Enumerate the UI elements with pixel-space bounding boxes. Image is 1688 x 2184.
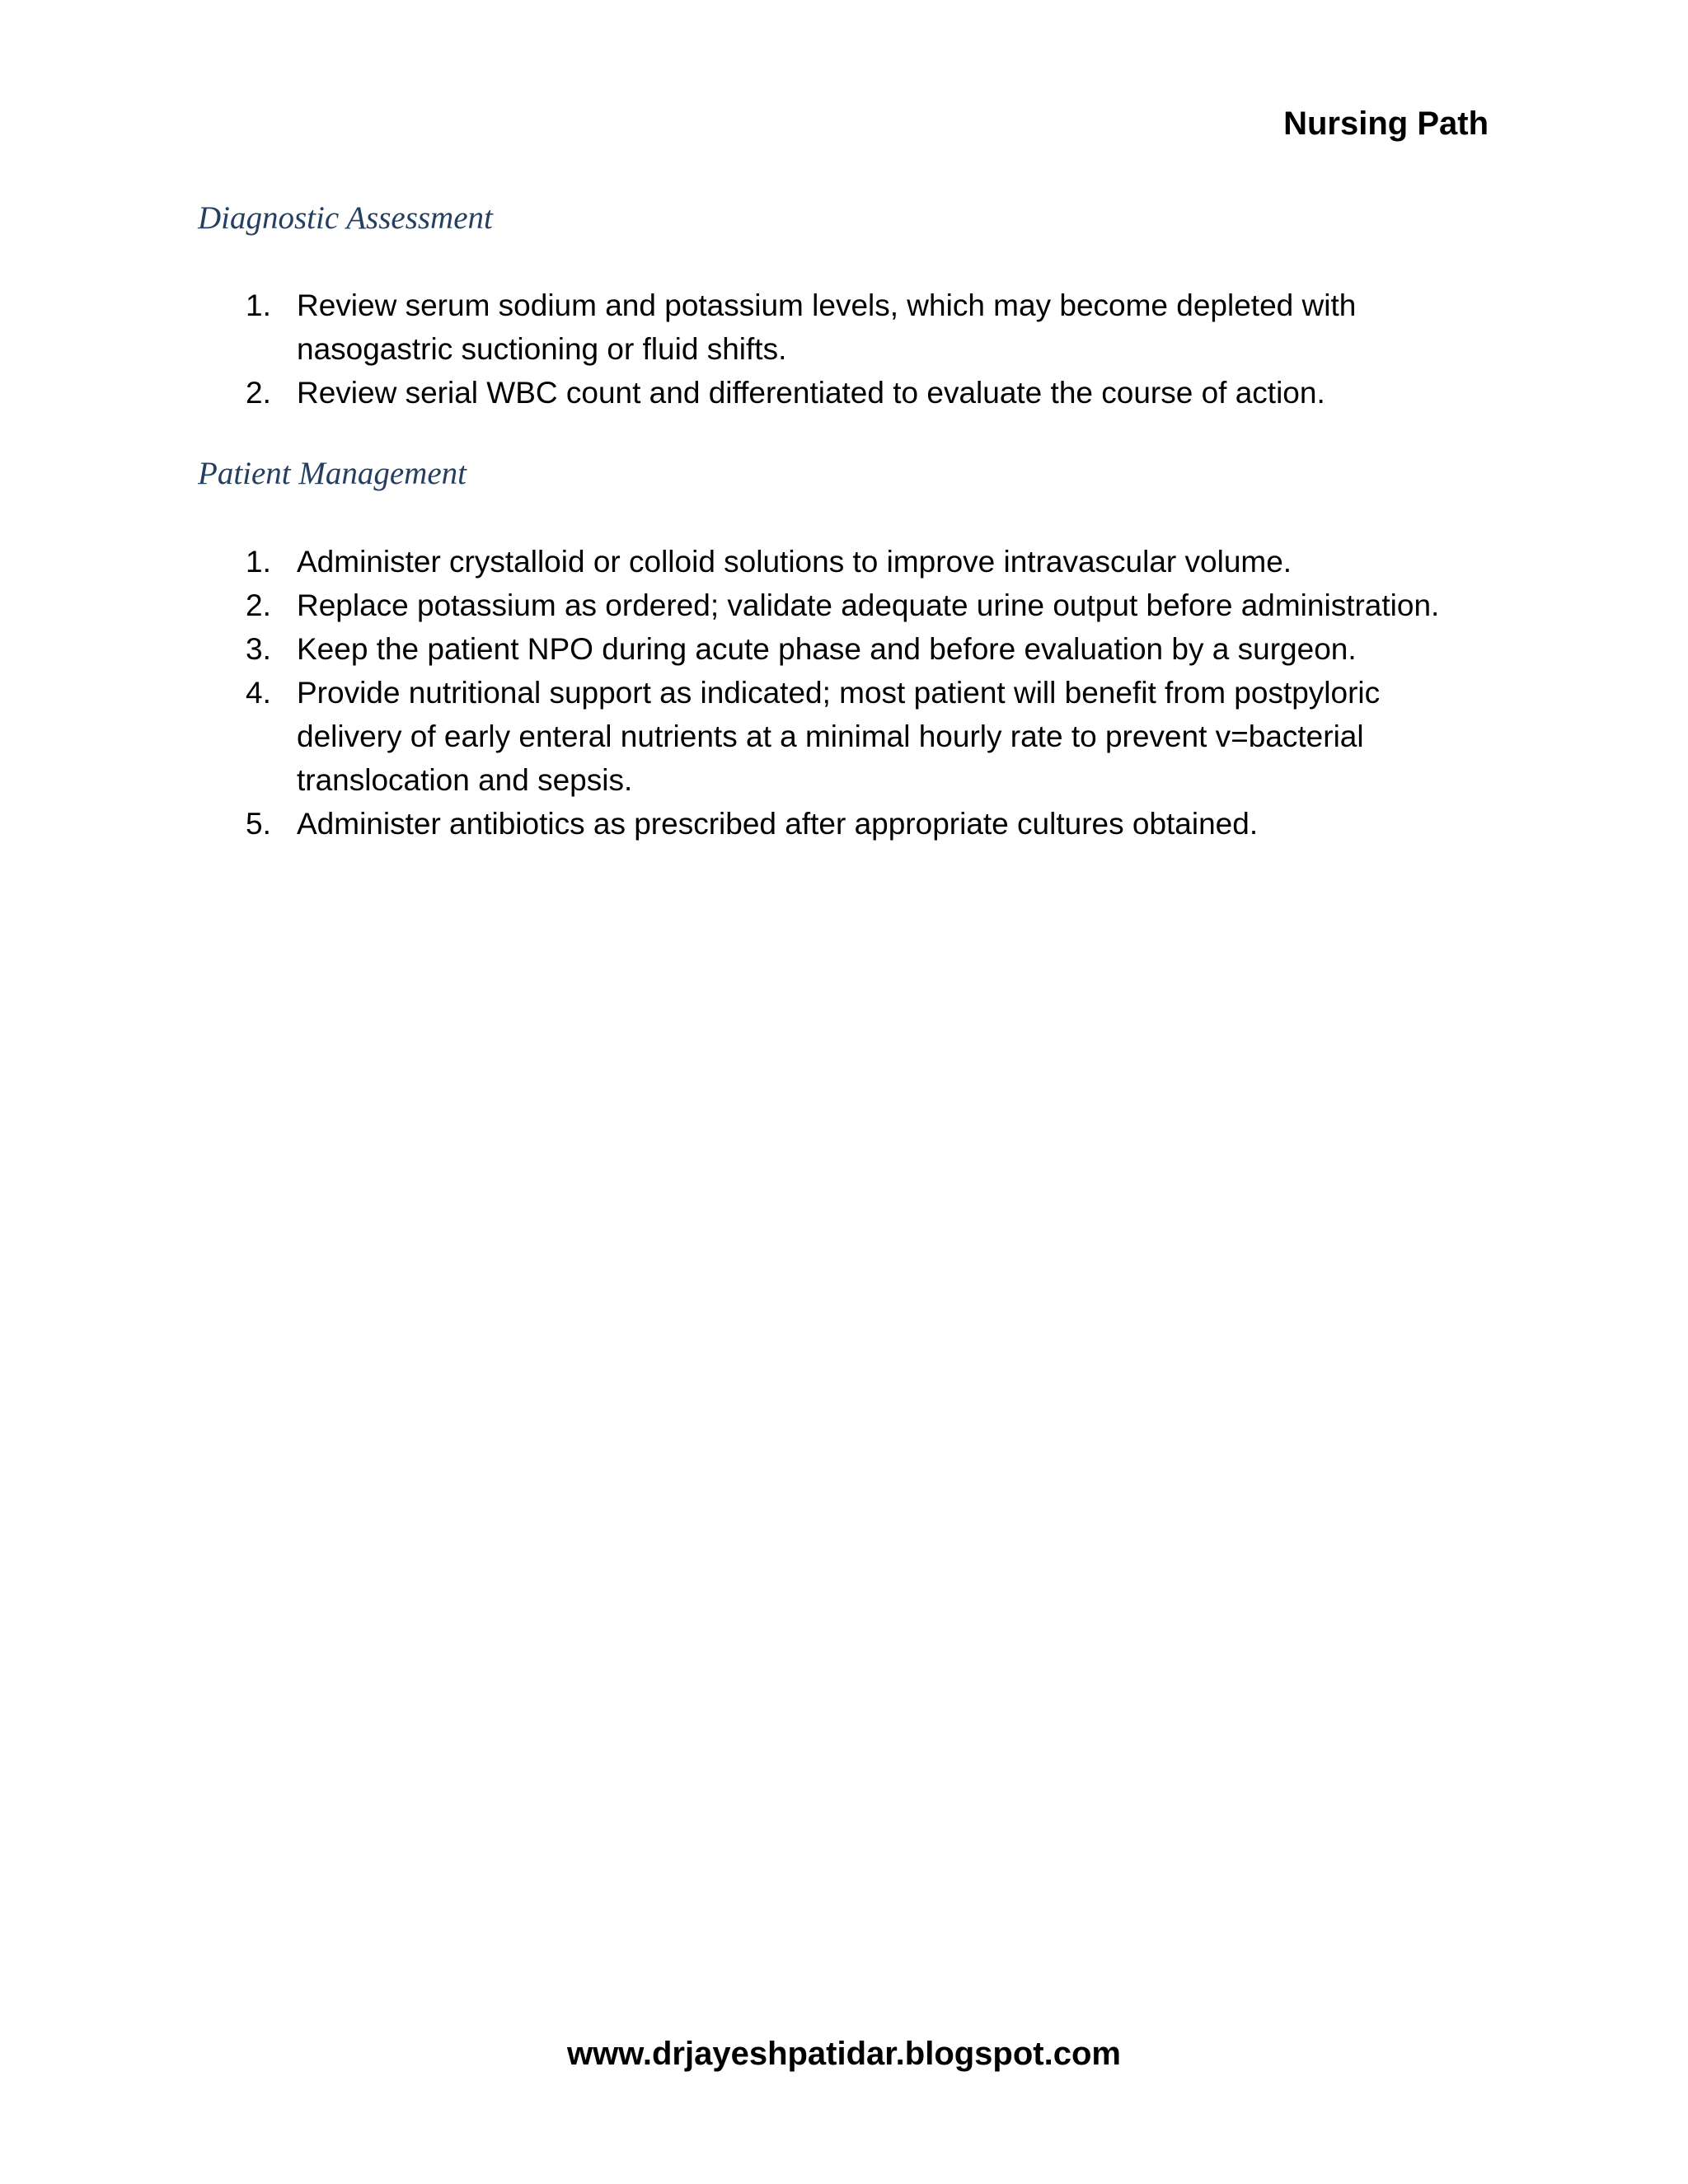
list-item	[0, 540, 1688, 583]
list-item-number: 4.	[246, 676, 271, 710]
list-item-number: 3.	[246, 632, 271, 666]
diagnostic-assessment-list	[0, 284, 1688, 415]
header-title: Nursing Path	[1283, 105, 1489, 142]
list-item-text: Keep the patient NPO during acute phase and before evaluation by a surgeon.	[297, 632, 1357, 666]
patient-management-list	[0, 540, 1688, 846]
footer-url: www.drjayeshpatidar.blogspot.com	[567, 2036, 1121, 2072]
list-item-text: Administer crystalloid or colloid solutions to improve intravascular volume.	[297, 545, 1292, 579]
list-item-number: 1.	[246, 288, 271, 322]
list-item	[0, 671, 1688, 802]
list-item	[0, 802, 1688, 846]
list-item-text: Review serial WBC count and differentiated to evaluate the course of action.	[297, 376, 1325, 410]
list-item	[0, 371, 1688, 415]
list-item-text: Administer antibiotics as prescribed after appropriate cultures obtained.	[297, 807, 1259, 841]
patient-management-heading: Patient Management	[198, 456, 467, 491]
list-item-number: 1.	[246, 545, 271, 579]
list-item	[0, 583, 1688, 627]
list-item-text: Provide nutritional support as indicated; most patient will benefit from postpyloric delivery of early enteral nutrients at a minimal hourly rate to prevent v=bacterial translocation and sepsis.	[297, 676, 1381, 797]
list-item-number: 5.	[246, 807, 271, 841]
list-item	[0, 284, 1688, 371]
list-item-text: Review serum sodium and potassium levels, which may become depleted with nasogastric suctioning or fluid shifts.	[297, 288, 1357, 366]
list-item	[0, 627, 1688, 671]
list-item-number: 2.	[246, 376, 271, 410]
list-item-number: 2.	[246, 588, 271, 622]
diagnostic-assessment-heading: Diagnostic Assessment	[198, 200, 493, 236]
list-item-text: Replace potassium as ordered; validate adequate urine output before administration.	[297, 588, 1440, 622]
